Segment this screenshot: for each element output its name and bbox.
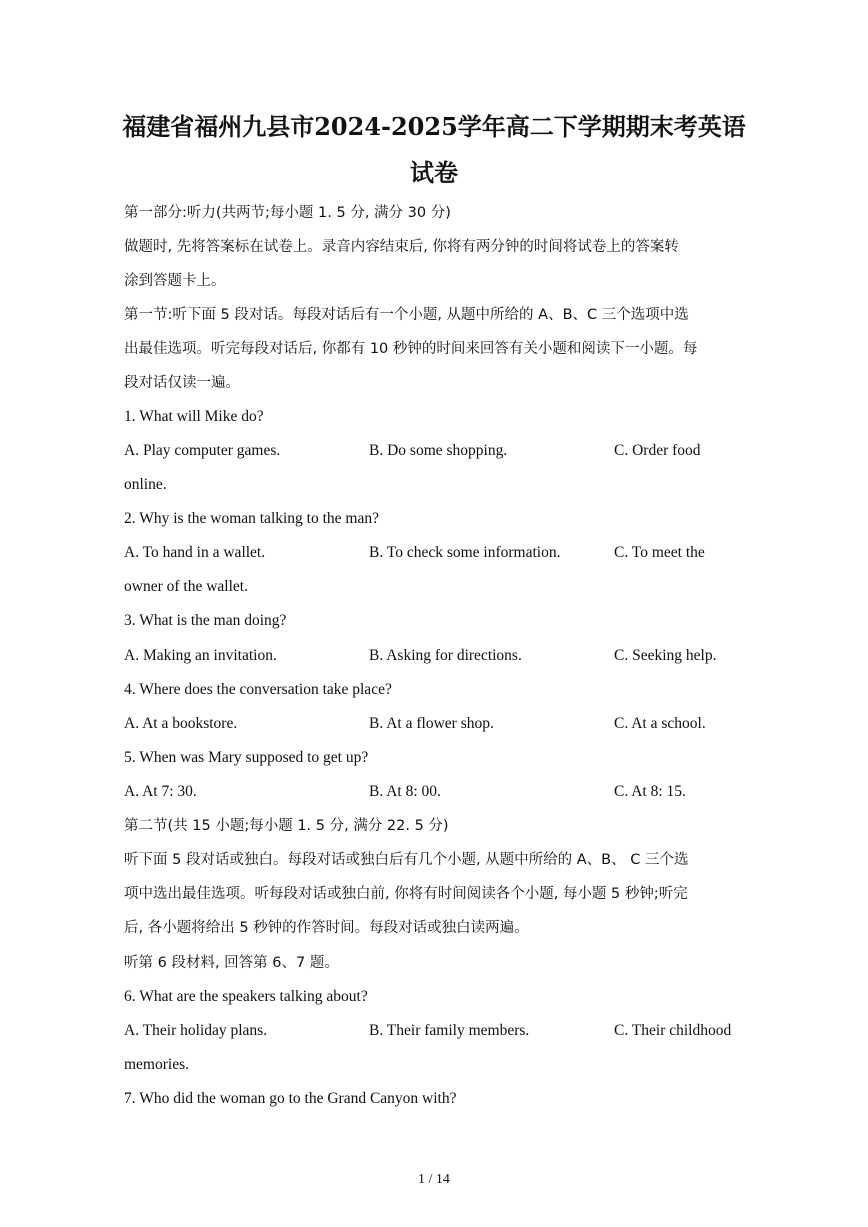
section2-line-1: 听下面 5 段对话或独白。每段对话或独白后有几个小题, 从题中所给的 A、B、 C 三个选	[124, 852, 689, 868]
q5-option-b: B. At 8: 00.	[369, 783, 441, 800]
doc-title-line1: 福建省福州九县市2024-2025学年高二下学期期末考英语	[122, 112, 746, 141]
q2-option-c: C. To meet the	[614, 544, 705, 561]
part1-header: 第一部分:听力(共两节;每小题 1. 5 分, 满分 30 分)	[124, 205, 451, 221]
q3-option-c: C. Seeking help.	[614, 647, 717, 664]
q6-option-b: B. Their family members.	[369, 1022, 530, 1039]
q1-option-c: C. Order food	[614, 442, 701, 459]
section2-header: 第二节(共 15 小题;每小题 1. 5 分, 满分 22. 5 分)	[124, 818, 449, 834]
q5-option-a: A. At 7: 30.	[124, 783, 197, 800]
q1-option-b: B. Do some shopping.	[369, 442, 508, 459]
q3-option-a: A. Making an invitation.	[124, 647, 277, 664]
material-6-instruction: 听第 6 段材料, 回答第 6、7 题。	[124, 955, 339, 971]
instruction-line-2: 涂到答题卡上。	[124, 273, 226, 289]
q4-option-b: B. At a flower shop.	[369, 715, 494, 732]
q6-option-a: A. Their holiday plans.	[124, 1022, 268, 1039]
q4-option-a: A. At a bookstore.	[124, 715, 238, 732]
question-5: 5. When was Mary supposed to get up?	[124, 749, 369, 766]
question-3: 3. What is the man doing?	[124, 612, 287, 629]
question-6: 6. What are the speakers talking about?	[124, 988, 368, 1005]
question-7: 7. Who did the woman go to the Grand Canyon with?	[124, 1090, 457, 1107]
q2-option-a: A. To hand in a wallet.	[124, 544, 266, 561]
section2-line-2: 项中选出最佳选项。听每段对话或独白前, 你将有时间阅读各个小题, 每小题 5 秒钟;听完	[124, 886, 688, 902]
q4-option-c: C. At a school.	[614, 715, 706, 732]
section1-line-1: 第一节:听下面 5 段对话。每段对话后有一个小题, 从题中所给的 A、B、C 三个选项中选	[124, 307, 689, 323]
page-number: 1 / 14	[418, 1172, 450, 1187]
question-1: 1. What will Mike do?	[124, 408, 264, 425]
section2-line-3: 后, 各小题将给出 5 秒钟的作答时间。每段对话或独白读两遍。	[124, 920, 529, 936]
q6-option-c: C. Their childhood	[614, 1022, 732, 1039]
q2-option-c-cont: owner of the wallet.	[124, 578, 248, 595]
q1-option-a: A. Play computer games.	[124, 442, 281, 459]
q5-option-c: C. At 8: 15.	[614, 783, 686, 800]
instruction-line-1: 做题时, 先将答案标在试卷上。录音内容结束后, 你将有两分钟的时间将试卷上的答案转	[124, 239, 679, 255]
q1-option-c-cont: online.	[124, 476, 167, 493]
section1-line-2: 出最佳选项。听完每段对话后, 你都有 10 秒钟的时间来回答有关小题和阅读下一小题。每	[124, 341, 698, 357]
doc-title-line2: 试卷	[410, 158, 458, 187]
question-2: 2. Why is the woman talking to the man?	[124, 510, 379, 527]
q6-option-c-cont: memories.	[124, 1056, 189, 1073]
question-4: 4. Where does the conversation take place?	[124, 681, 392, 698]
section1-line-3: 段对话仅读一遍。	[124, 375, 240, 391]
q2-option-b: B. To check some information.	[369, 544, 561, 561]
q3-option-b: B. Asking for directions.	[369, 647, 522, 664]
